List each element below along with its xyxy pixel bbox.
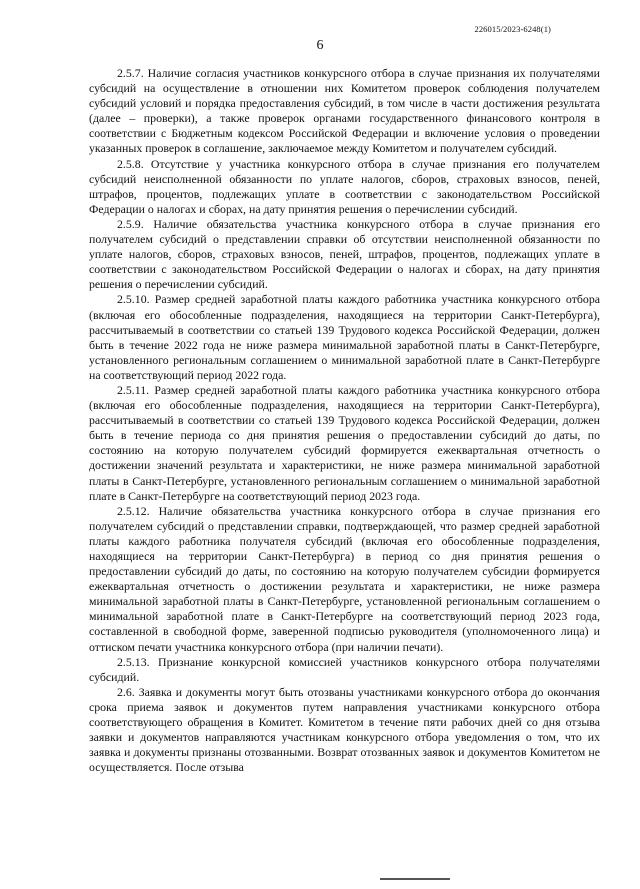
document-body (89, 66, 600, 775)
paragraph-2-5-10: 2.5.10. Размер средней заработной платы каждого работника участника конкурсного отбора (включая его обособленные подразделения, находящиеся на территории Санкт-Петербурга), рассчитываемый в соответствии со статьей 139 Трудового кодекса Российской Федерации, должен быть в течение 2022 года не ниже размера минимальной заработной платы в Санкт-Петербурге, установленного региональным соглашением о минимальной заработной плате в Санкт-Петербурге на соответствующий период 2022 года. (89, 292, 600, 382)
page-number: 6 (316, 38, 324, 53)
paragraph-2-5-7: 2.5.7. Наличие согласия участников конкурсного отбора в случае признания их получателями субсидий на осуществление в отношении них Комитетом проверок соблюдения получателем субсидий условий и порядка предоставления субсидий, в том числе в части достижения результата (далее – проверки), а также проверок органами государственного финансового контроля в соответствии с Бюджетным кодексом Российской Федерации и включение условия о проведении указанных проверок в соглашение, заключаемое между Комитетом и получателем субсидий. (89, 66, 600, 156)
document-number: 226015/2023-6248(1) (474, 24, 551, 34)
paragraph-2-5-12: 2.5.12. Наличие обязательства участника конкурсного отбора в случае признания его получателем субсидий о представлении справки, подтверждающей, что размер средней заработной платы каждого работника получателя субсидий (включая его обособленные подразделения, находящиеся на территории Санкт-Петербурга) в период со дня принятия решения о предоставлении субсидий до даты, по состоянию на которую получателем субсидии формируется ежеквартальная отчетность о достижении результата и характеристики, не ниже размера минимальной заработной платы в Санкт-Петербурге, установленной региональным соглашением о минимальной заработной плате в Санкт-Петербурге на соответствующий период 2023 года, составленной в свободной форме, заверенной подписью руководителя (уполномоченного лица) и оттиском печати участника конкурсного отбора (при наличии печати). (89, 503, 600, 654)
paragraph-2-5-11: 2.5.11. Размер средней заработной платы каждого работника участника конкурсного отбора (включая его обособленные подразделения, находящиеся на территории Санкт-Петербурга), рассчитываемый в соответствии со статьей 139 Трудового кодекса Российской Федерации, должен быть в течение периода со дня принятия решения о предоставлении субсидий до даты, по состоянию на которую получателем субсидий формируется ежеквартальная отчетность о достижении значений результата и характеристики, не ниже размера минимальной заработной платы в Санкт-Петербурге, установленного региональным соглашением о минимальной заработной плате в Санкт-Петербурге на соответствующий период 2023 года. (89, 382, 600, 503)
paragraph-2-5-8: 2.5.8. Отсутствие у участника конкурсного отбора в случае признания его получателем субсидий неисполненной обязанности по уплате налогов, сборов, страховых взносов, пеней, штрафов, процентов, подлежащих уплате в соответствии с законодательством Российской Федерации о налогах и сборах, на дату принятия решения о перечислении субсидий. (89, 156, 600, 216)
paragraph-2-5-9: 2.5.9. Наличие обязательства участника конкурсного отбора в случае признания его получателем субсидий о представлении справки об отсутствии неисполненной обязанности по уплате налогов, сборов, страховых взносов, пеней, штрафов, процентов, подлежащих уплате в соответствии с законодательством Российской Федерации о налогах и сборах, на дату принятия решения о перечислении субсидий. (89, 216, 600, 292)
scan-edge-mark (380, 878, 450, 880)
paragraph-2-5-13: 2.5.13. Признание конкурсной комиссией участников конкурсного отбора получателями субсидий. (89, 654, 600, 684)
paragraph-2-6: 2.6. Заявка и документы могут быть отозваны участниками конкурсного отбора до окончания срока приема заявок и документов путем направления участниками конкурсного отбора соответствующего обращения в Комитет. Комитетом в течение пяти рабочих дней со дня отзыва заявки и документов направляются участникам конкурсного отбора уведомления о том, что их заявка и документы признаны отозванными. Возврат отозванных заявок и документов Комитетом не осуществляется. После отзыва (89, 684, 600, 775)
